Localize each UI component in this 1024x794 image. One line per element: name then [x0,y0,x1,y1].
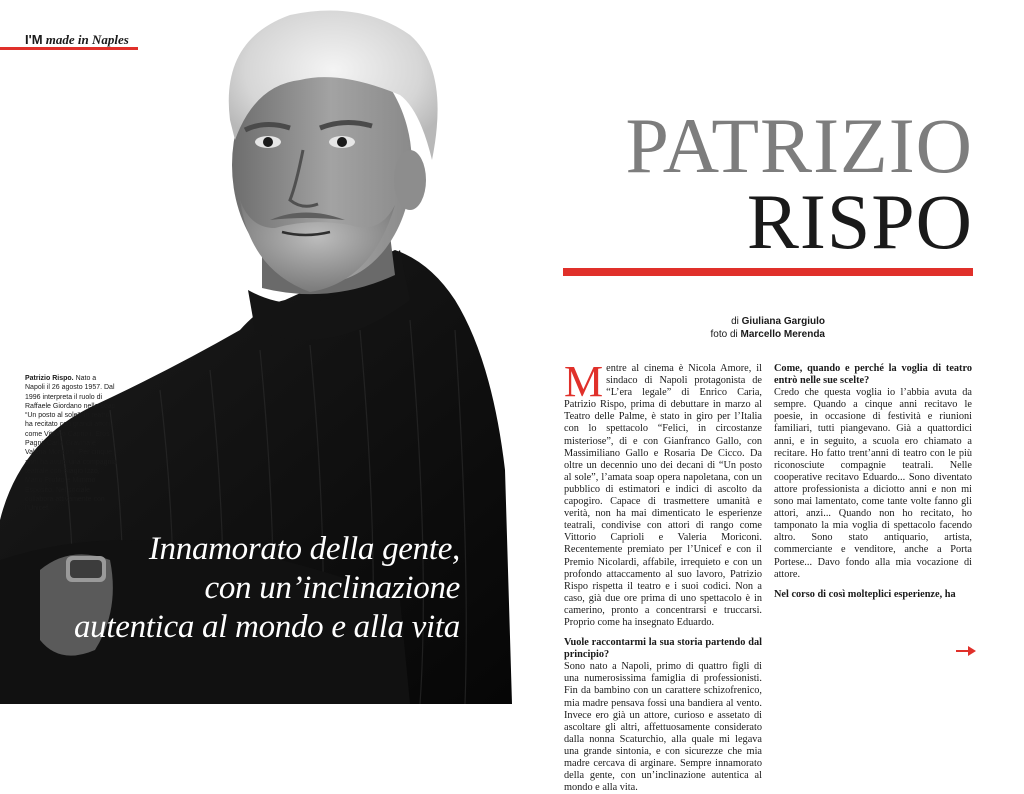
author-prefix: di [731,316,742,327]
title-first-name: PATRIZIO [625,102,973,189]
drop-cap: M [564,357,604,406]
question-3: Nel corso di così molteplici esperienze, ha [774,588,956,600]
author-line [563,315,825,328]
article-column-2 [774,363,972,601]
caption-name: Patrizio Rispo. [25,375,74,382]
photographer-line [563,328,825,341]
article-intro [564,357,762,629]
photo-caption [25,374,117,513]
pull-quote-line-1: Innamorato della gente, [148,531,460,567]
question-2: Come, quando e perché la voglia di teatro entrò nelle sue scelte? [774,363,972,387]
answer-1: Sono nato a Napoli, primo di quattro figli di una numerosissima famiglia di professionisti. Fin da bambino con un carattere schizofrenico, mia madre pensava fossi una bandiera al vento. Invece ero già un attore, curioso e assetato di ascoltare gli altri, affettuosamente considerato dalla nonna Scaturchio, alla quale mi legava una grande sintonia, e con sicurezze che mia madre cercava di arginare. Sempre innamorato della gente, con un’inclinazione autentica al mondo e alla vita. [564,661,762,794]
question-1: Vuole raccontarmi la sua storia partendo dal principio? [564,637,762,661]
section-tag [25,32,129,48]
pull-quote-line-2: con un’inclinazione [204,570,460,606]
pull-quote [40,530,460,647]
section-rule [0,47,138,50]
title-rule [563,268,973,276]
left-pupil [263,137,273,147]
section-prefix: I'M [25,32,43,47]
intro-text: entre al cinema è Nicola Amore, il sindaco di Napoli protagonista de “L’era legale” di Enrico Caria, Patrizio Rispo, prima di debuttare in marzo al Teatro delle Palme, è stato in giro per l’Italia con lo spettacolo “Felici, in circostanze misteriose”, di e con Gianfranco Gallo, con Massimiliano Gallo e Rosaria De Cicco. Da oltre un decennio uno dei decani di “Un posto al sole”, l’amata soap opera napoletana, con un pubblico di estimatori e indici di ascolto da capogiro. Capace di trasmettere umanità e verità, non ha mai dimenticato le esperienze teatrali, condivise con attori di rango come Vittorio Caprioli e Valeria Moriconi. Recentemente premiato per l’Unicef e con il Premio Nicolardi, affabile, irrequieto e con un profondo attaccamento al suo lavoro, Patrizio Rispo rispetta il teatro e i suoi codici. Non a caso, già due ore prima di uno spettacolo è in camerino, pronto a concentrarsi e truccarsi. Proprio come ha insegnato Eduardo. [564,363,762,628]
photographer-name: Marcello Merenda [740,329,825,340]
byline [563,315,825,341]
arrow-right-icon [956,646,976,656]
section-label: made in Naples [45,32,129,47]
article-title [563,102,973,265]
photographer-prefix: foto di [710,329,741,340]
right-pupil [337,137,347,147]
pull-quote-line-3: autentica al mondo e alla vita [73,609,460,645]
caption-text: Nato a Napoli il 26 agosto 1957. Dal 1996 interpreta il ruolo di Raffaele Giordano nella soap “Un posto al sole”. In teatro ha recitato con grandi attori come Vittorio Caprioli, Eros Pagni, Carla Gravina e Valeria Moriconi. Per cinque anni ha avuto una compagnia teatrale con Biagio Izzo, Mario Profito e Mimmo Esposito. Nel sociale collabora attivamente con l’Unicef. [25,375,117,513]
title-last-name: RISPO [746,178,973,265]
author-name: Giuliana Gargiulo [741,316,825,327]
answer-2: Credo che questa voglia io l’abbia avuta da sempre. Quando a cinque anni recitavo le poesie, in occasione di festività e riunioni familiari, tutti piangevano. Già a quattordici anni, e in seguito, a scuola ero chiamato a recitare. Ho fatto trent’anni di teatro con le più riconosciute compagnie teatrali. Nelle cooperative recitavo Eduardo... Sono diventato attore professionista a diciotto anni e non mi sono mai lamentato, come tante volte fanno gli attori, anzi... Quando non ho recitato, ho tamponato la mia voglia di spettacolo facendo altro. Sono stato antiquario, artista, commerciante e venditore, anche a Porta Portese... Davo fondo alla mia vocazione di attore. [774,387,972,580]
ear [394,150,426,210]
article-column-1 [564,357,762,794]
